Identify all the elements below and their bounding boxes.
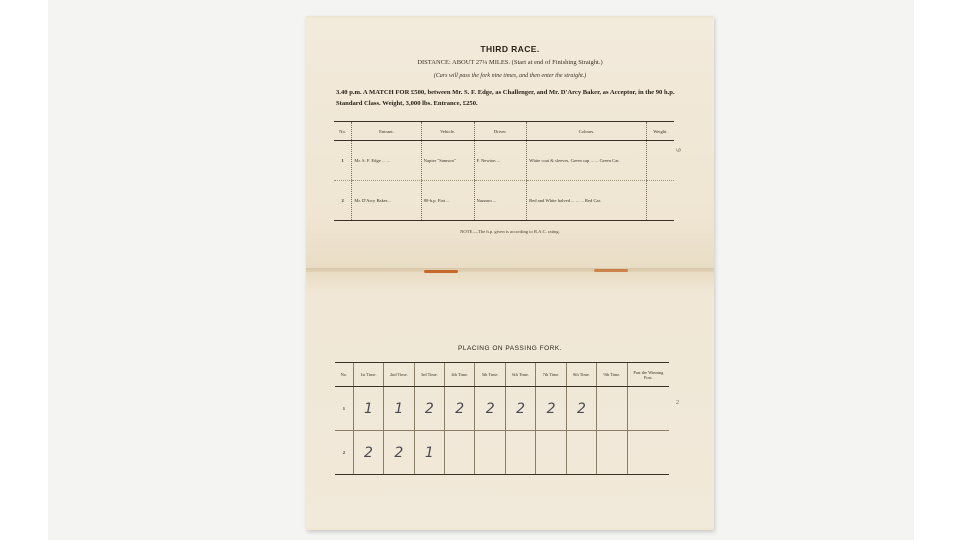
handwritten-mark [627,431,669,475]
entry-entrant: Mr. D'Arcy Baker... [352,181,421,221]
entry-colours: White coat & sleeves, Green cap ... ... Green Car. [527,141,647,181]
placing-col-1: 1st Time. [353,363,383,387]
handwritten-mark: 2 [353,431,383,475]
entry-driver: Nazzaro ... [474,181,527,221]
placing-table [335,362,669,475]
table-row [335,431,669,475]
handwritten-mark: 2 [475,387,505,431]
placing-col-4: 4th Time. [445,363,475,387]
rating-note: NOTE.—The h.p. given is according to R.A.C. rating. [460,229,560,234]
entry-header-row [334,122,674,141]
handwritten-mark: 2 [566,387,596,431]
placing-no: 1 [335,387,353,431]
handwritten-mark: 2 [536,387,566,431]
placing-no: 2 [335,431,353,475]
placing-col-no: No. [335,363,353,387]
handwritten-mark: 1 [353,387,383,431]
cars-note: (Cars will pass the fork nine times, and then enter the straight.) [433,73,587,79]
handwritten-mark [536,431,566,475]
placing-col-5: 5th Time. [475,363,505,387]
handwritten-mark: 2 [445,387,475,431]
handwritten-mark: 1 [384,387,414,431]
distance-line: DISTANCE: ABOUT 27¼ MILES. (Start at end of Finishing Straight.) [417,59,603,66]
placing-col-final: Past the Winning Post. [627,363,669,387]
placing-col-8: 8th Time. [566,363,596,387]
entry-weight [646,181,674,221]
entry-vehicle: Napier "Samson" [421,141,474,181]
placing-col-7: 7th Time. [536,363,566,387]
placing-col-3: 3rd Time. [414,363,444,387]
table-row [335,387,669,431]
col-weight: Weight. [646,122,674,141]
handwritten-mark: 2 [414,387,444,431]
placing-col-6: 6th Time. [505,363,535,387]
match-description: 3.40 p.m. A MATCH FOR £500, between Mr. S. F. Edge, as Challenger, and Mr. D'Arcy Baker, as Acceptor, in the 90 h.p. Standard Class. Weight, 3,000 lbs. Entrance, £250. [336,89,675,107]
col-colours: Colours. [527,122,647,141]
entry-colours: Red and White halved ... ... ... Red Car. [527,181,647,221]
placing-col-9: 9th Time. [597,363,627,387]
table-row [334,141,674,181]
handwritten-mark [566,431,596,475]
handwritten-mark [505,431,535,475]
entry-no: 2 [334,181,352,221]
entry-no: 1 [334,141,352,181]
entry-weight [646,141,674,181]
staple-mark [594,269,628,272]
staple-mark [424,270,458,273]
handwritten-mark: 2 [384,431,414,475]
entry-driver: F. Newton ... [474,141,527,181]
page-number-mark: 9 [673,148,682,152]
placing-header-row [335,363,669,387]
handwritten-mark: 2 [505,387,535,431]
col-vehicle: Vehicle. [421,122,474,141]
handwritten-mark [597,431,627,475]
col-entrant: Entrant. [352,122,421,141]
margin-mark: 2 [676,400,679,406]
handwritten-mark [475,431,505,475]
handwritten-mark: 1 [414,431,444,475]
handwritten-mark [597,387,627,431]
entry-vehicle: 80-h.p. Fiat ... [421,181,474,221]
race-title: THIRD RACE. [480,44,540,54]
entry-table [334,121,674,221]
entry-entrant: Mr. S. F. Edge ... ... [352,141,421,181]
col-no: No. [334,122,352,141]
placing-title: PLACING ON PASSING FORK. [458,345,562,352]
handwritten-mark [627,387,669,431]
placing-col-2: 2nd Time. [384,363,414,387]
handwritten-mark [445,431,475,475]
table-row [334,181,674,221]
col-driver: Driver. [474,122,527,141]
